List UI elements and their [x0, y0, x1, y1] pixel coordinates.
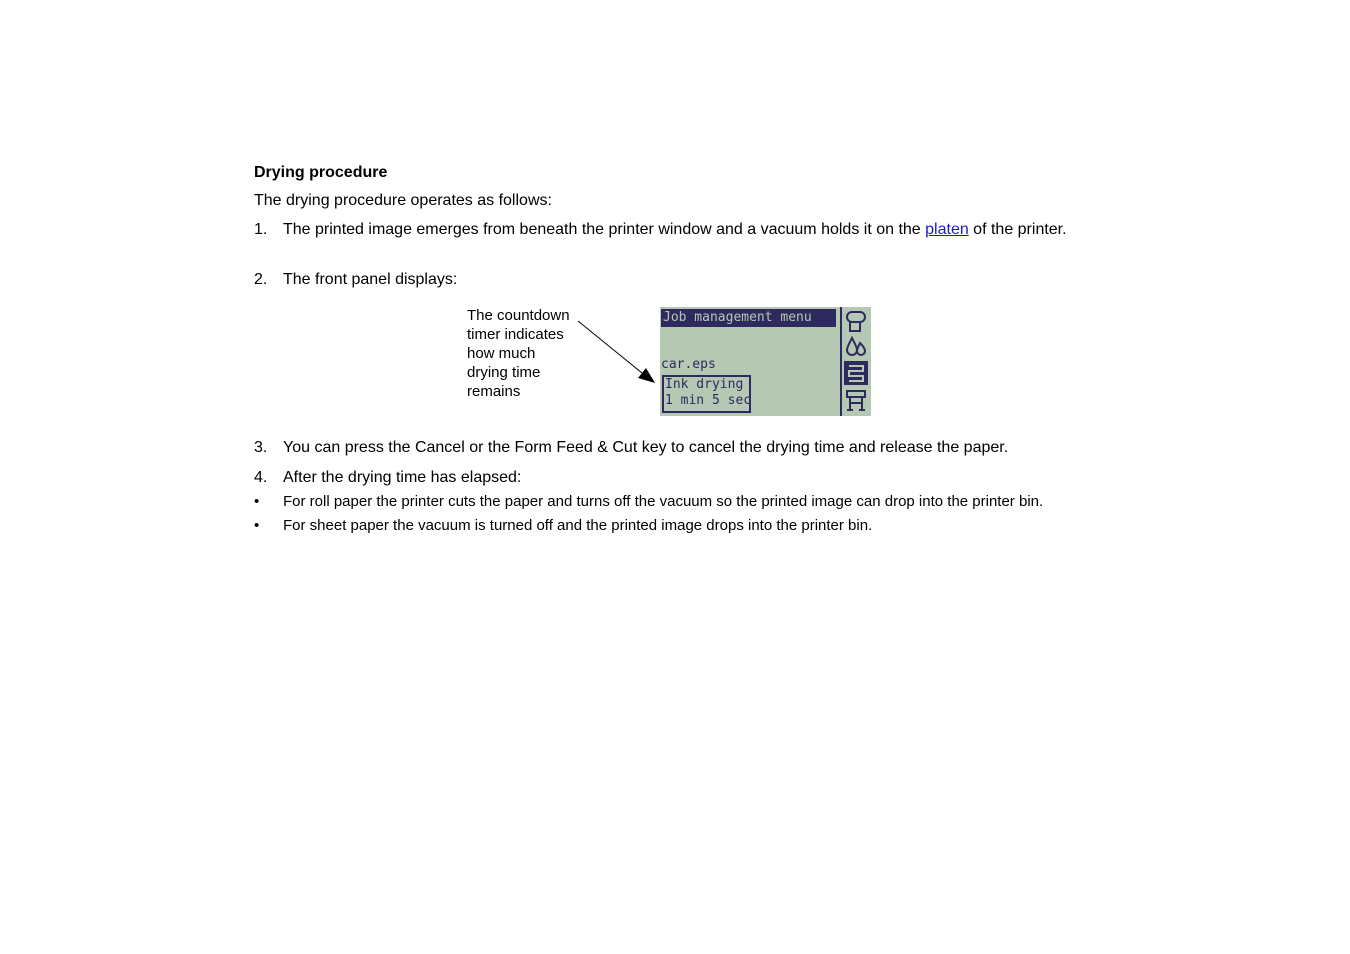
intro-paragraph: The drying procedure operates as follows:	[254, 192, 552, 209]
drying-countdown: 1 min 5 sec	[665, 393, 752, 408]
front-panel-display	[660, 307, 871, 416]
front-panel-divider	[840, 307, 842, 416]
bullet-symbol: •	[254, 493, 260, 510]
bullet-item-sheet-paper	[254, 516, 1114, 536]
step-number: 4.	[254, 469, 268, 486]
printer-stand-icon	[844, 388, 868, 412]
step-text: After the drying time has elapsed:	[283, 469, 522, 486]
section-heading: Drying procedure	[254, 164, 388, 181]
step-text: You can press the Cancel or the Form Feed & Cut key to cancel the drying time and release the paper.	[283, 439, 1009, 456]
document-body	[254, 163, 1114, 534]
bullet-symbol: •	[254, 517, 260, 534]
drying-status-label: Ink drying	[665, 377, 744, 392]
drying-status-box	[662, 375, 751, 413]
list-item-step-4	[254, 468, 1074, 488]
list-item-step-2	[254, 270, 1074, 290]
step-number: 1.	[254, 221, 268, 238]
bullet-text: For sheet paper the vacuum is turned off and the printed image drops into the printer bin.	[283, 517, 873, 534]
step-number: 2.	[254, 271, 268, 288]
bullet-item-roll-paper	[254, 492, 1114, 512]
list-item-step-3	[254, 438, 1114, 458]
ink-drops-icon	[844, 335, 868, 359]
job-queue-icon	[844, 361, 868, 385]
step-text: The front panel displays:	[283, 271, 458, 288]
callout-caption: The countdown timer indicates how much drying time remains	[467, 307, 570, 400]
bullet-text: For roll paper the printer cuts the paper and turns off the vacuum so the printed image can drop into the printer bin.	[283, 493, 1044, 510]
step-text: The printed image emerges from beneath the printer window and a vacuum holds it on the platen of the printer.	[283, 221, 1067, 238]
step-number: 3.	[254, 439, 268, 456]
paper-roll-icon	[844, 309, 868, 333]
list-item-step-1	[254, 220, 1074, 240]
front-panel-title: Job management menu	[661, 309, 836, 327]
platen-link[interactable]: platen	[925, 221, 969, 238]
front-panel-filename: car.eps	[661, 357, 716, 372]
callout-arrow	[574, 318, 664, 388]
